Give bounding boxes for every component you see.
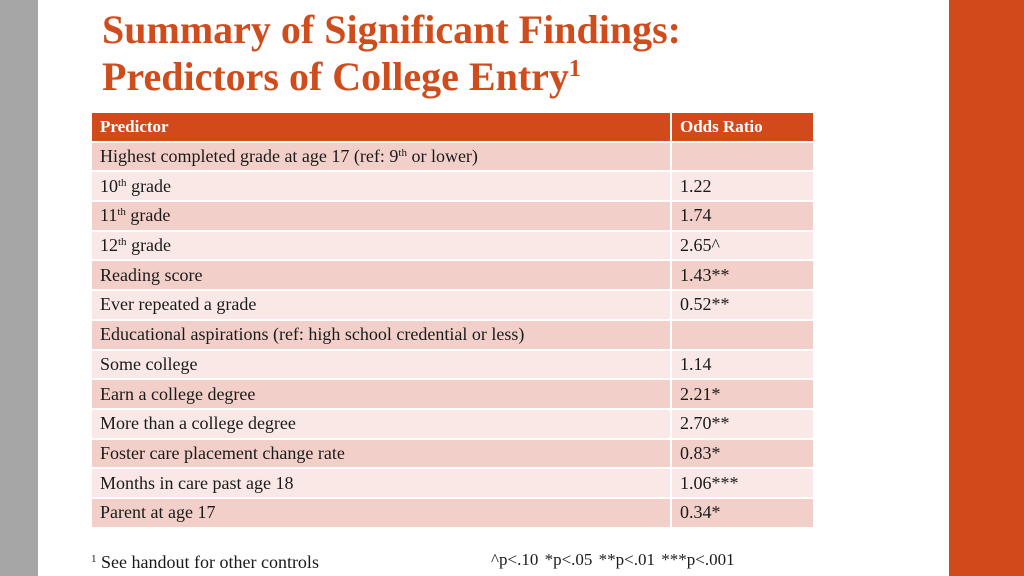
table-row — [91, 320, 814, 350]
predictor-label: Some college — [100, 353, 198, 374]
odds-ratio-cell: 1.22 — [671, 171, 814, 201]
ordinal-suffix: th — [398, 147, 407, 160]
predictor-label: Earn a college degree — [100, 383, 256, 404]
predictor-cell — [91, 379, 671, 409]
odds-ratio-cell: 1.06*** — [671, 468, 814, 498]
right-accent-bar — [949, 0, 1024, 576]
significance-legend: ^p<.10 *p<.05 **p<.01 ***p<.001 — [491, 550, 735, 569]
table-header-row — [91, 112, 814, 142]
predictor-cell — [91, 320, 671, 350]
odds-ratio-cell — [671, 320, 814, 350]
table-body — [91, 142, 814, 528]
table-row — [91, 409, 814, 439]
predictor-label: Reading score — [100, 264, 203, 285]
predictor-cell — [91, 350, 671, 380]
odds-ratio-cell: 2.65^ — [671, 231, 814, 261]
footnote-text: See handout for other controls — [96, 552, 319, 572]
ordinal-suffix: th — [117, 206, 126, 219]
odds-ratio-cell: 0.83* — [671, 439, 814, 469]
odds-ratio-cell — [671, 142, 814, 172]
slide-title — [102, 6, 681, 100]
odds-ratio-cell: 2.70** — [671, 409, 814, 439]
findings-table — [90, 111, 815, 529]
table-row — [91, 468, 814, 498]
predictor-label: Ever repeated a grade — [100, 294, 257, 315]
title-line-2 — [102, 53, 681, 100]
predictor-label-suffix: grade — [126, 175, 172, 196]
table-row — [91, 350, 814, 380]
table-row — [91, 171, 814, 201]
predictor-label: Foster care placement change rate — [100, 442, 345, 463]
predictor-label-suffix: grade — [125, 205, 171, 226]
predictor-label: Educational aspirations (ref: high school credential or less) — [100, 324, 525, 345]
predictor-label: Parent at age 17 — [100, 502, 216, 523]
table-row — [91, 201, 814, 231]
predictor-label-suffix: grade — [126, 235, 172, 256]
predictor-label: 10 — [100, 175, 118, 196]
predictor-cell — [91, 468, 671, 498]
header-predictor: Predictor — [91, 112, 671, 142]
table-row — [91, 231, 814, 261]
predictor-label: Months in care past age 18 — [100, 472, 294, 493]
predictor-label: More than a college degree — [100, 413, 296, 434]
odds-ratio-cell: 0.34* — [671, 498, 814, 528]
predictor-label-suffix: or lower) — [406, 146, 478, 167]
odds-ratio-cell: 1.74 — [671, 201, 814, 231]
predictor-cell — [91, 439, 671, 469]
predictor-label: 11 — [100, 205, 118, 226]
table-row — [91, 498, 814, 528]
ordinal-suffix: th — [118, 236, 127, 249]
predictor-cell — [91, 260, 671, 290]
title-line-1: Summary of Significant Findings: — [102, 7, 681, 52]
predictor-label: 12 — [100, 235, 118, 256]
title-line-2-text: Predictors of College Entry — [102, 54, 569, 99]
predictor-cell — [91, 142, 671, 172]
table-row — [91, 142, 814, 172]
left-accent-bar — [0, 0, 38, 576]
title-footnote-marker: 1 — [568, 56, 581, 82]
table-row — [91, 379, 814, 409]
header-odds-ratio: Odds Ratio — [671, 112, 814, 142]
odds-ratio-cell: 2.21* — [671, 379, 814, 409]
table-row — [91, 260, 814, 290]
footnote — [91, 552, 319, 573]
odds-ratio-cell: 1.14 — [671, 350, 814, 380]
table-row — [91, 290, 814, 320]
ordinal-suffix: th — [118, 176, 127, 189]
predictor-cell — [91, 171, 671, 201]
predictor-cell — [91, 409, 671, 439]
footnote-marker: 1 — [91, 553, 97, 565]
predictor-cell — [91, 231, 671, 261]
predictor-label: Highest completed grade at age 17 (ref: 9 — [100, 146, 399, 167]
predictor-cell — [91, 498, 671, 528]
odds-ratio-cell: 1.43** — [671, 260, 814, 290]
predictor-cell — [91, 201, 671, 231]
predictor-cell — [91, 290, 671, 320]
table-row — [91, 439, 814, 469]
odds-ratio-cell: 0.52** — [671, 290, 814, 320]
